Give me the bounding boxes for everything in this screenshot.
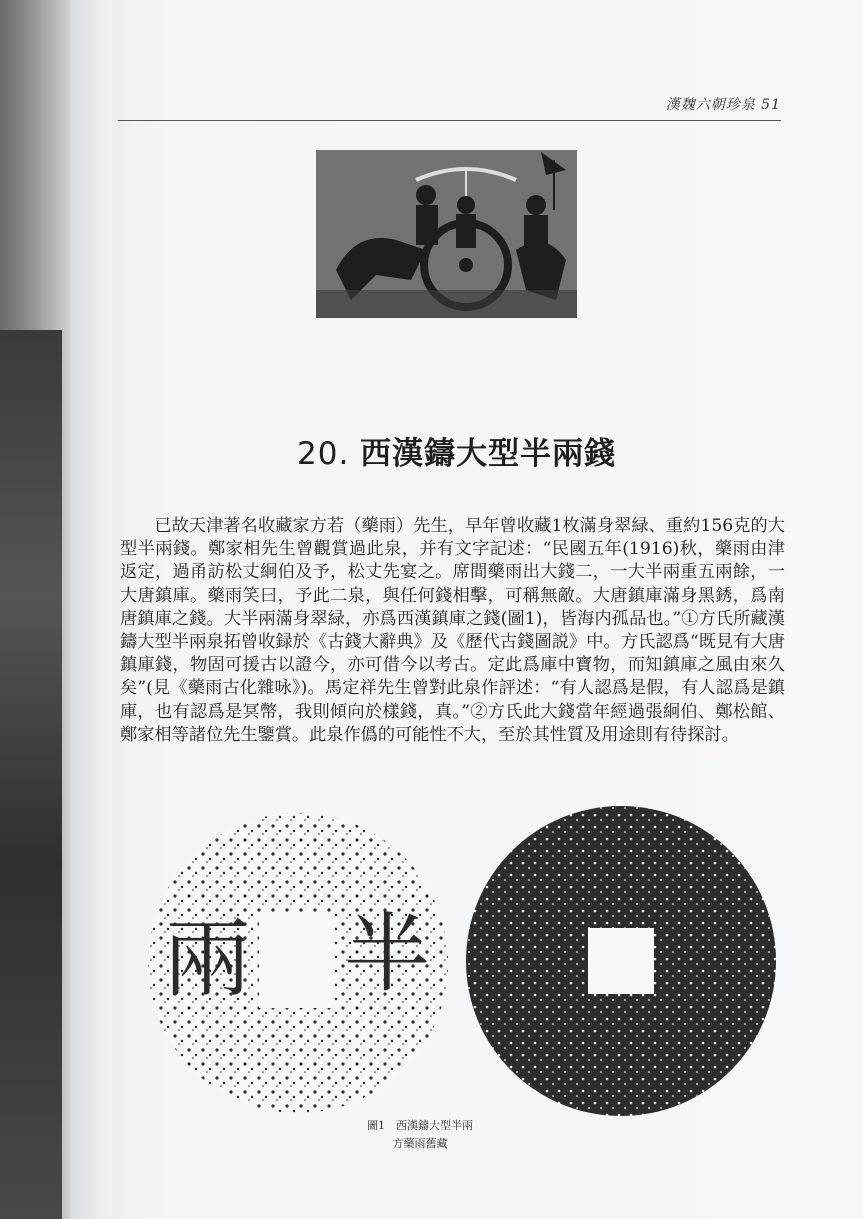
carriage-relief-image xyxy=(316,150,577,318)
body-text xyxy=(120,515,785,747)
section-title xyxy=(297,428,616,473)
caption-line-1: 圖1 西漢鑄大型半兩 xyxy=(367,1119,473,1132)
figure-caption xyxy=(320,1117,520,1153)
caption-line-2: 方藥雨舊藏 xyxy=(392,1137,448,1150)
book-gutter xyxy=(0,0,70,1219)
running-head: 漢魏六朝珍泉 51 xyxy=(665,97,781,113)
section-number: 20. xyxy=(297,436,350,472)
coin-character-liang: 兩 xyxy=(164,909,250,1009)
facing-page-photo xyxy=(0,330,62,1219)
section-heading: 西漢鑄大型半兩錢 xyxy=(360,436,617,472)
coin-character-ban: 半 xyxy=(344,904,430,1004)
book-page xyxy=(70,0,863,1219)
header-rule xyxy=(118,120,781,121)
coin-rubbing-reverse xyxy=(460,800,782,1122)
coin-rubbing-obverse xyxy=(144,808,452,1118)
body-paragraph: 已故天津著名收藏家方若（藥雨）先生，早年曾收藏1枚滿身翠緑、重約156克的大型半兩錢。鄭家相先生曾觀賞過此泉，并有文字記述：“民國五年(1916)秋，藥雨由津返定，過甬訪松丈絅伯及予，松丈先宴之。席間藥雨出大錢二，一大半兩重五兩餘，一大唐鎮庫。藥雨笑曰，予此二泉，與任何錢相擊，可稱無敵。大唐鎮庫滿身黑銹，爲南唐鎮庫之錢。大半兩滿身翠緑，亦爲西漢鎮庫之錢(圖1)，皆海内孤品也。”①方氏所藏漢鑄大型半兩泉拓曾收録於《古錢大辭典》及《歷代古錢圖説》中。方氏認爲“既見有大唐鎮庫錢，物固可援古以證今，亦可借今以考古。定此爲庫中寶物，而知鎮庫之風由來久矣”(見《藥雨古化雜咏》)。馬定祥先生曾對此泉作評述：“有人認爲是假，有人認爲是鎮庫，也有認爲是冥幣，我則傾向於樣錢，真。”②方氏此大錢當年經過張絅伯、鄭松館、鄭家相等諸位先生鑒賞。此泉作僞的可能性不大，至於其性質及用途則有待探討。 xyxy=(120,516,785,745)
